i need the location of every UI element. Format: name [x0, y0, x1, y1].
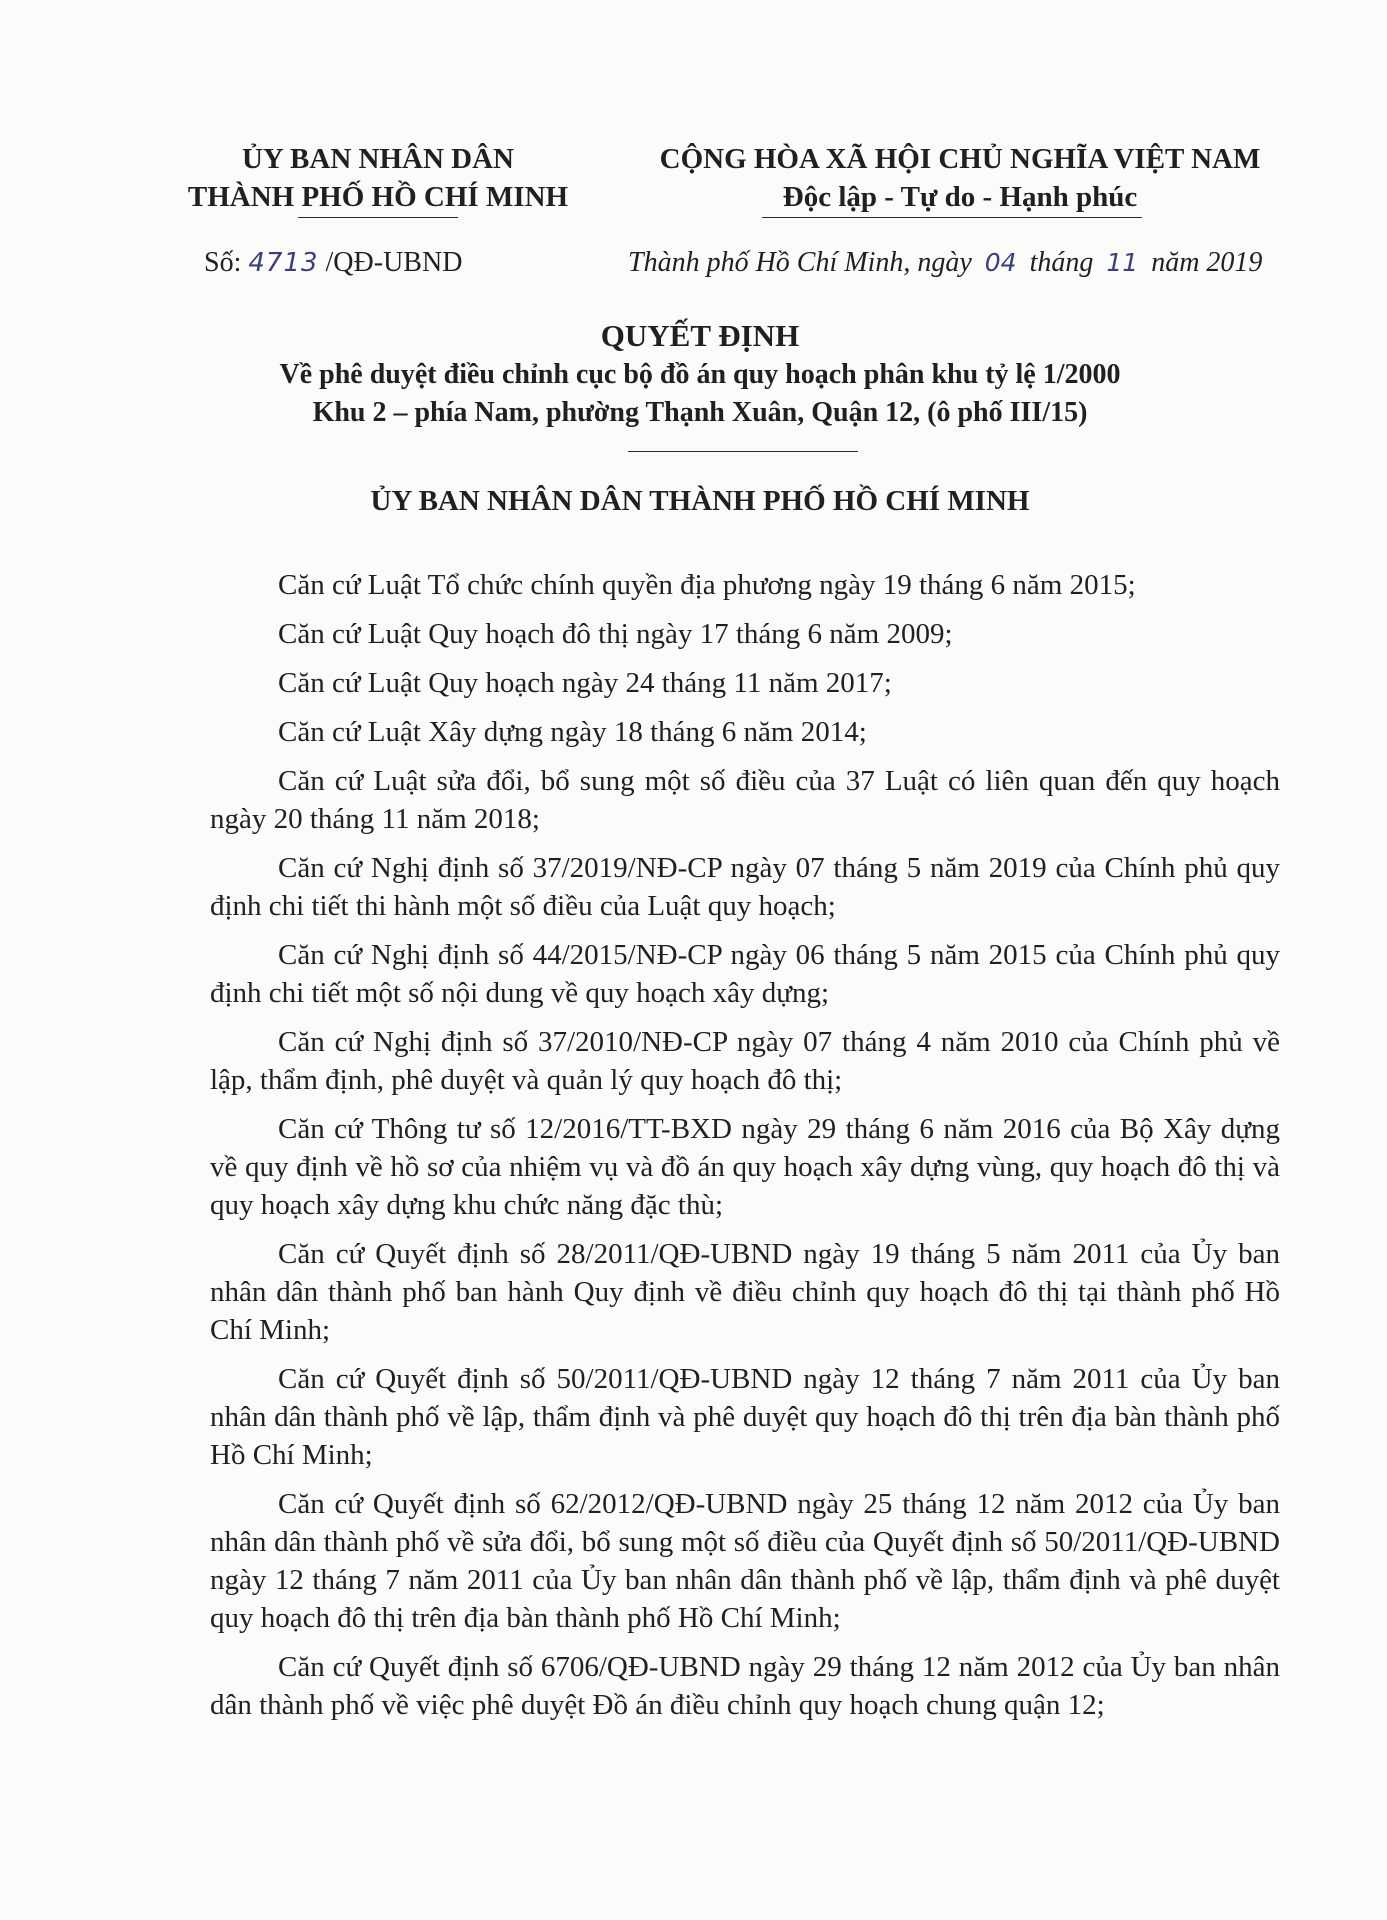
- number-prefix: Số:: [204, 247, 242, 278]
- paragraph: Căn cứ Nghị định số 37/2019/NĐ-CP ngày 07 tháng 5 năm 2019 của Chính phủ quy định chi tiết thi hành một số điều của Luật quy hoạch;: [210, 852, 1280, 922]
- paragraph: Căn cứ Thông tư số 12/2016/TT-BXD ngày 29 tháng 6 năm 2016 của Bộ Xây dựng về quy định về hồ sơ của nhiệm vụ và đồ án quy hoạch xây dựng vùng, quy hoạch đô thị và quy hoạch xây dựng khu chức năng đặc thù;: [210, 1113, 1280, 1221]
- issuing-authority: [178, 140, 578, 216]
- paragraph: Căn cứ Nghị định số 44/2015/NĐ-CP ngày 06 tháng 5 năm 2015 của Chính phủ quy định chi tiết một số nội dung về quy hoạch xây dựng;: [210, 939, 1280, 1009]
- number-suffix: /QĐ-UBND: [325, 247, 463, 278]
- dateline: [628, 245, 1304, 281]
- handwritten-day: 04: [984, 248, 1017, 277]
- issuer-heading: ỦY BAN NHÂN DÂN THÀNH PHỐ HỒ CHÍ MINH: [370, 485, 1030, 517]
- national-name: CỘNG HÒA XÃ HỘI CHỦ NGHĨA VIỆT NAM: [659, 143, 1261, 175]
- decision-number: [204, 245, 462, 281]
- title-underline: [628, 451, 858, 452]
- legal-bases: [210, 566, 1280, 1735]
- motto-underline: [762, 217, 1142, 218]
- paragraph: Căn cứ Nghị định số 37/2010/NĐ-CP ngày 07 tháng 4 năm 2010 của Chính phủ về lập, thẩm định, phê duyệt và quản lý quy hoạch đô thị;: [210, 1026, 1280, 1096]
- title-line-2: Khu 2 – phía Nam, phường Thạnh Xuân, Quận 12, (ô phố III/15): [312, 397, 1088, 428]
- dateline-part-1: Thành phố Hồ Chí Minh, ngày: [628, 247, 972, 278]
- national-motto: Độc lập - Tự do - Hạnh phúc: [782, 181, 1138, 213]
- paragraph: Căn cứ Quyết định số 6706/QĐ-UBND ngày 29 tháng 12 năm 2012 của Ủy ban nhân dân thành phố về việc phê duyệt Đồ án điều chỉnh quy hoạch chung quận 12;: [210, 1651, 1280, 1721]
- title-line-1: Về phê duyệt điều chỉnh cục bộ đồ án quy hoạch phân khu tỷ lệ 1/2000: [279, 359, 1121, 390]
- paragraph: Căn cứ Luật Xây dựng ngày 18 tháng 6 năm 2014;: [278, 716, 867, 748]
- title-main: QUYẾT ĐỊNH: [600, 318, 800, 353]
- handwritten-month: 11: [1106, 248, 1139, 277]
- national-heading: [630, 140, 1290, 216]
- paragraph: Căn cứ Quyết định số 62/2012/QĐ-UBND ngày 25 tháng 12 năm 2012 của Ủy ban nhân dân thành phố về sửa đổi, bổ sung một số điều của Quyết định số 50/2011/QĐ-UBND ngày 12 tháng 7 năm 2011 của Ủy ban nhân dân thành phố về lập, thẩm định và phê duyệt quy hoạch đô thị trên địa bàn thành phố Hồ Chí Minh;: [210, 1488, 1280, 1634]
- paragraph: Căn cứ Luật Tổ chức chính quyền địa phương ngày 19 tháng 6 năm 2015;: [278, 569, 1136, 601]
- authority-line-2: THÀNH PHỐ HỒ CHÍ MINH: [187, 181, 569, 213]
- authority-underline: [298, 217, 458, 218]
- paragraph: Căn cứ Luật sửa đổi, bổ sung một số điều của 37 Luật có liên quan đến quy hoạch ngày 20 tháng 11 năm 2018;: [210, 765, 1280, 835]
- decision-title: [160, 316, 1240, 432]
- paragraph: Căn cứ Quyết định số 50/2011/QĐ-UBND ngày 12 tháng 7 năm 2011 của Ủy ban nhân dân thành phố về lập, thẩm định và phê duyệt quy hoạch đô thị trên địa bàn thành phố Hồ Chí Minh;: [210, 1363, 1280, 1471]
- paragraph: Căn cứ Luật Quy hoạch đô thị ngày 17 tháng 6 năm 2009;: [278, 618, 953, 650]
- paragraph: Căn cứ Quyết định số 28/2011/QĐ-UBND ngày 19 tháng 5 năm 2011 của Ủy ban nhân dân thành phố ban hành Quy định về điều chỉnh quy hoạch đô thị tại thành phố Hồ Chí Minh;: [210, 1238, 1280, 1346]
- handwritten-number: 4713: [248, 248, 319, 278]
- authority-line-1: ỦY BAN NHÂN DÂN: [241, 143, 514, 175]
- paragraph: Căn cứ Luật Quy hoạch ngày 24 tháng 11 năm 2017;: [278, 667, 892, 699]
- dateline-part-2: tháng: [1029, 247, 1094, 278]
- dateline-part-3: năm 2019: [1151, 247, 1263, 278]
